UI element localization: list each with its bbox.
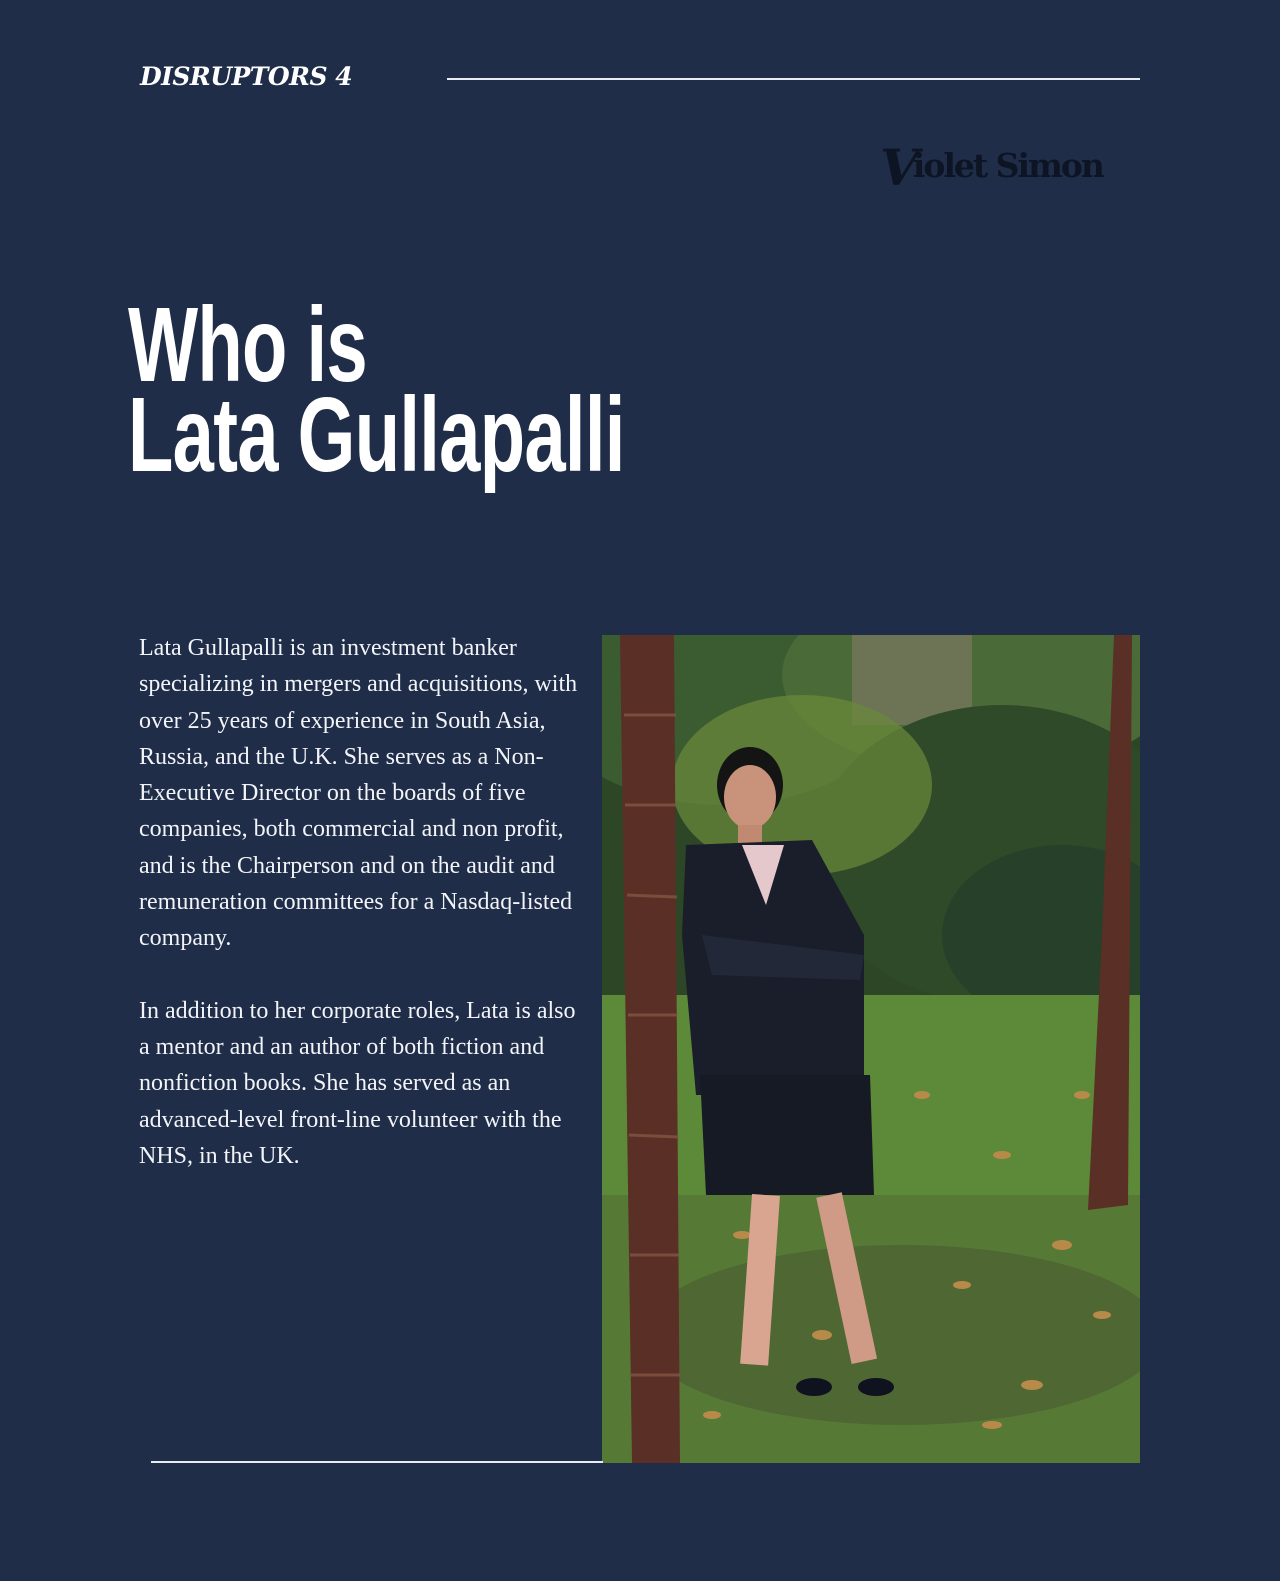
brand-logo-text: iolet Simon: [912, 146, 1103, 185]
bio-text: [139, 630, 579, 1210]
bottom-divider: [151, 1461, 603, 1463]
page-title-line-1: Who is: [128, 286, 367, 404]
page-title-line-2: Lata Gullapalli: [128, 376, 625, 494]
brand-logo-initial: V: [880, 138, 913, 197]
bio-paragraph: Lata Gullapalli is an investment banker specializing in mergers and acquisitions, with over 25 years of experience in South Asia, Russia, and the U.K. She serves as a Non-Executive Director on the boards of five companies, both commercial and non profit, and is the Chairperson and on the audit and remuneration committees for a Nasdaq-listed company.: [139, 635, 578, 952]
bio-paragraph: In addition to her corporate roles, Lata is also a mentor and an author of both fiction and nonfiction books. She has served as an advanced-level front-line volunteer with the NHS, in the UK.: [139, 997, 576, 1169]
page-title: [128, 286, 625, 494]
portrait-photo: [602, 635, 1140, 1463]
portrait-illustration: [602, 635, 1140, 1463]
series-label: DISRUPTORS 4: [140, 62, 353, 91]
brand-logo: [880, 138, 1103, 197]
top-divider: [447, 78, 1140, 80]
